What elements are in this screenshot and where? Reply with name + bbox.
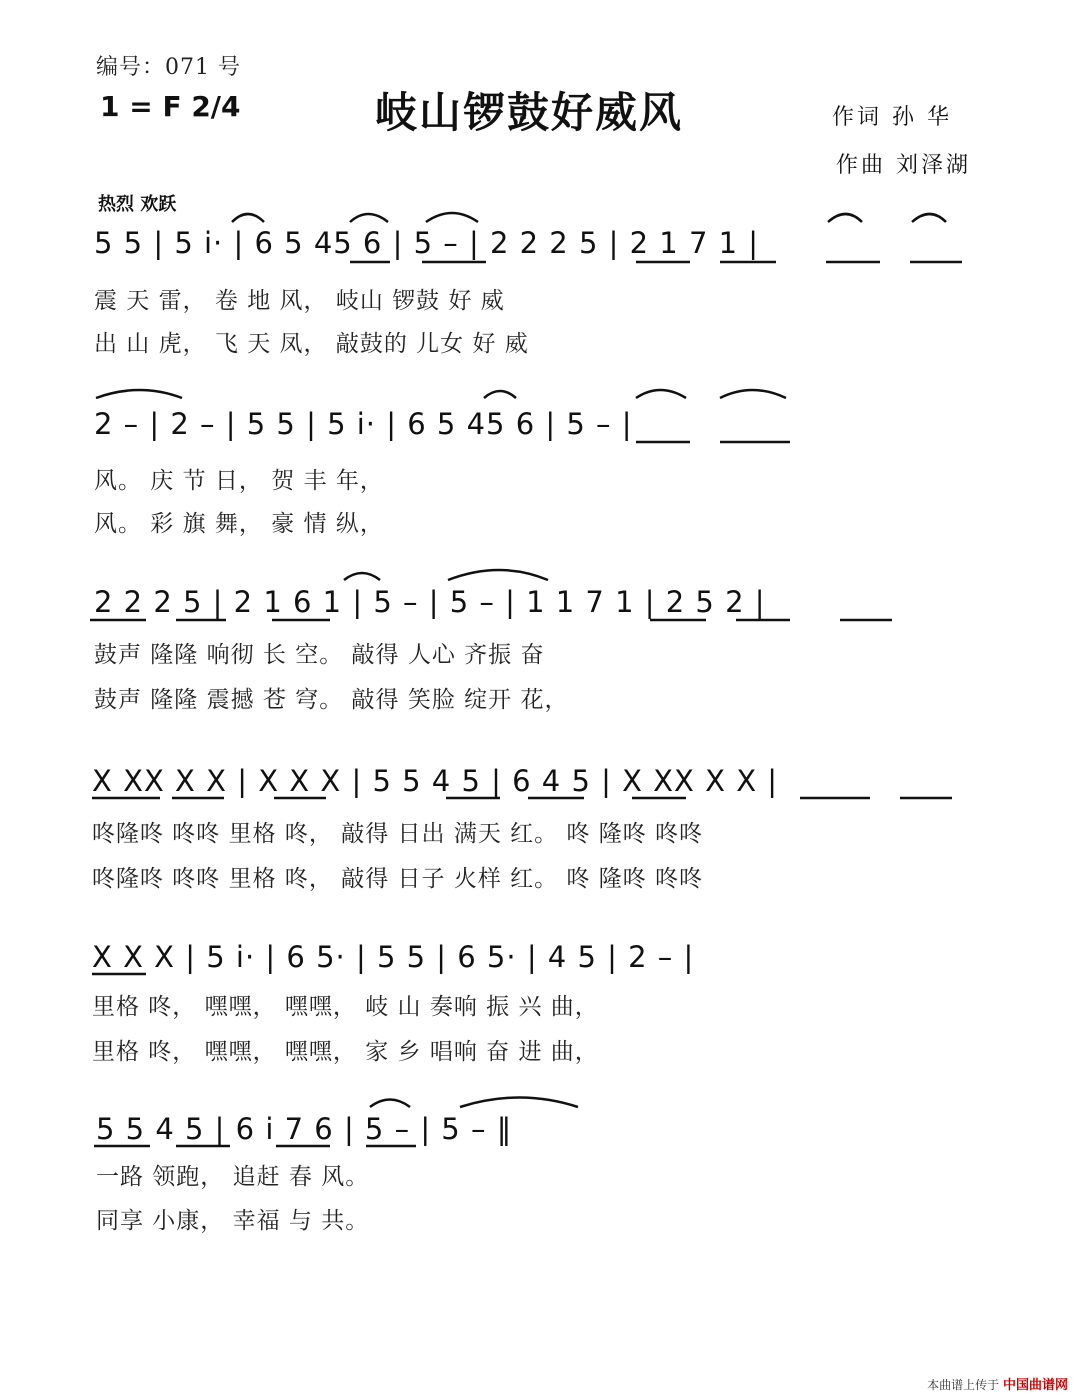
song-title: 岐山锣鼓好威风: [375, 88, 684, 137]
lyric-verse-2: 鼓声 隆隆 震撼 苍 穹。 敲得 笑脸 绽开 花，: [94, 687, 569, 713]
slur-mark: [426, 213, 478, 222]
lyric-verse-1: 里格 咚， 嘿嘿， 嘿嘿， 岐 山 奏响 振 兴 曲，: [92, 994, 599, 1020]
slur-mark: [350, 214, 388, 222]
lyric-verse-2: 里格 咚， 嘿嘿， 嘿嘿， 家 乡 唱响 奋 进 曲，: [92, 1039, 599, 1065]
lyric-verse-1: 咚隆咚 咚咚 里格 咚， 敲得 日出 满天 红。 咚 隆咚 咚咚: [92, 821, 704, 847]
notation-line: 5 5 | 5 i· | 6 5 45 6 | 5 – | 2 2 2 5 | 2 1 7 1 |: [94, 226, 760, 260]
notation-line: X XX X X | X X X | 5 5 4 5 | 6 4 5 | X XX X X |: [92, 764, 779, 798]
notation-line: 2 – | 2 – | 5 5 | 5 i· | 6 5 45 6 | 5 – |: [94, 407, 633, 441]
slur-mark: [370, 1100, 410, 1108]
tempo-marking: 热烈 欢跃: [98, 194, 177, 215]
lyric-verse-1: 震 天 雷， 卷 地 风， 岐山 锣鼓 好 威: [94, 288, 505, 314]
lyric-verse-2: 出 山 虎， 飞 天 凤， 敲鼓的 儿女 好 威: [94, 331, 529, 357]
slur-mark: [636, 390, 686, 398]
site-name: 中国曲谱网: [1002, 1378, 1068, 1393]
notation-line: 2 2 2 5 | 2 1 6 1 | 5 – | 5 – | 1 1 7 1 | 2 5 2 |: [94, 585, 766, 619]
composer-credit: 作曲 刘泽湖: [836, 153, 971, 178]
upload-footer: [927, 1374, 1068, 1393]
slur-mark: [912, 214, 946, 222]
lyric-verse-2: 咚隆咚 咚咚 里格 咚， 敲得 日子 火样 红。 咚 隆咚 咚咚: [92, 866, 704, 892]
lyric-verse-1: 鼓声 隆隆 响彻 长 空。 敲得 人心 齐振 奋: [94, 642, 545, 668]
lyric-verse-2: 同享 小康， 幸福 与 共。: [96, 1208, 370, 1234]
score-number: 编号：071 号: [96, 55, 241, 80]
tie-mark: [96, 390, 182, 398]
lyricist-credit: 作词 孙 华: [832, 105, 952, 130]
slur-mark: [484, 391, 516, 398]
slur-mark: [232, 214, 264, 222]
notation-line: 5 5 4 5 | 6 i 7 6 | 5 – | 5 – ‖: [96, 1112, 513, 1146]
tie-mark: [460, 1098, 578, 1108]
tie-mark: [448, 570, 548, 580]
upload-text: 本曲谱上传于: [927, 1378, 1000, 1392]
slur-mark: [720, 390, 786, 398]
notation-line: X X X | 5 i· | 6 5· | 5 5 | 6 5· | 4 5 | 2 – |: [92, 940, 695, 974]
lyric-verse-2: 风。 彩 旗 舞， 豪 情 纵，: [94, 511, 384, 537]
key-signature: 1 = F 2/4: [100, 90, 241, 123]
lyric-verse-1: 风。 庆 节 日， 贺 丰 年，: [94, 468, 384, 494]
slur-mark: [344, 573, 380, 580]
slur-mark: [828, 214, 862, 222]
lyric-verse-1: 一路 领跑， 追赶 春 风。: [96, 1164, 370, 1190]
